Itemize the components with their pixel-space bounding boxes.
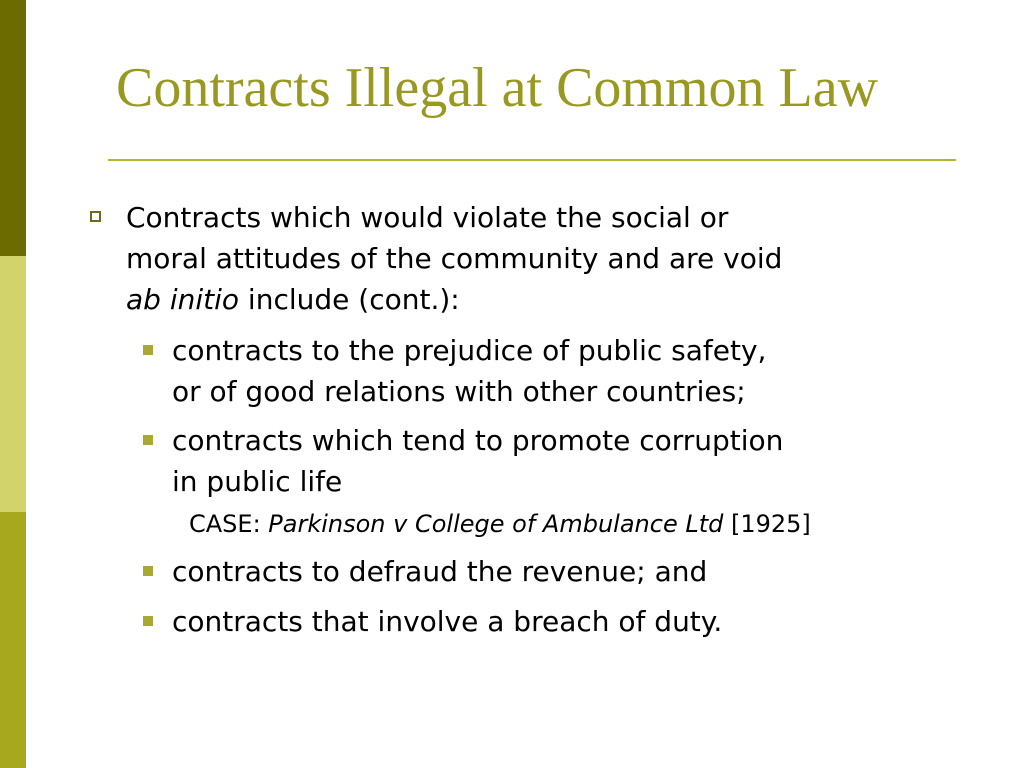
case-name: Parkinson v College of Ambulance Ltd: [268, 510, 724, 538]
sub-bullet-line-2: in public life: [172, 465, 343, 498]
case-year: [1925]: [723, 510, 811, 538]
main-bullet-line-3-rest: include (cont.):: [239, 283, 460, 316]
slide-title: Contracts Illegal at Common Law: [116, 57, 879, 119]
case-citation: [189, 508, 969, 540]
sub-bullet-line-1: contracts that involve a breach of duty.: [172, 605, 723, 638]
main-bullet-italic: ab initio: [126, 283, 240, 316]
sub-bullet-line-2: or of good relations with other countries;: [172, 375, 746, 408]
sub-bullet-line-1: contracts which tend to promote corruption: [172, 424, 784, 457]
sub-bullet-line-1: contracts to the prejudice of public safety,: [172, 334, 767, 367]
main-bullet-line-1: Contracts which would violate the social or: [126, 201, 729, 234]
sub-bullet-text: [172, 551, 962, 592]
sub-bullet-text: [172, 601, 962, 642]
sub-bullet-text: [172, 420, 962, 502]
sub-bullet-line-1: contracts to defraud the revenue; and: [172, 555, 708, 588]
case-prefix: CASE:: [189, 510, 269, 538]
filled-square-bullet-icon: [143, 435, 153, 445]
filled-square-bullet-icon: [143, 616, 153, 626]
filled-square-bullet-icon: [143, 566, 153, 576]
main-bullet-text: [126, 197, 966, 320]
filled-square-bullet-icon: [143, 345, 153, 355]
hollow-square-bullet-icon: [90, 211, 101, 222]
sub-bullet-text: [172, 330, 962, 412]
main-bullet-line-2: moral attitudes of the community and are void: [126, 242, 783, 275]
